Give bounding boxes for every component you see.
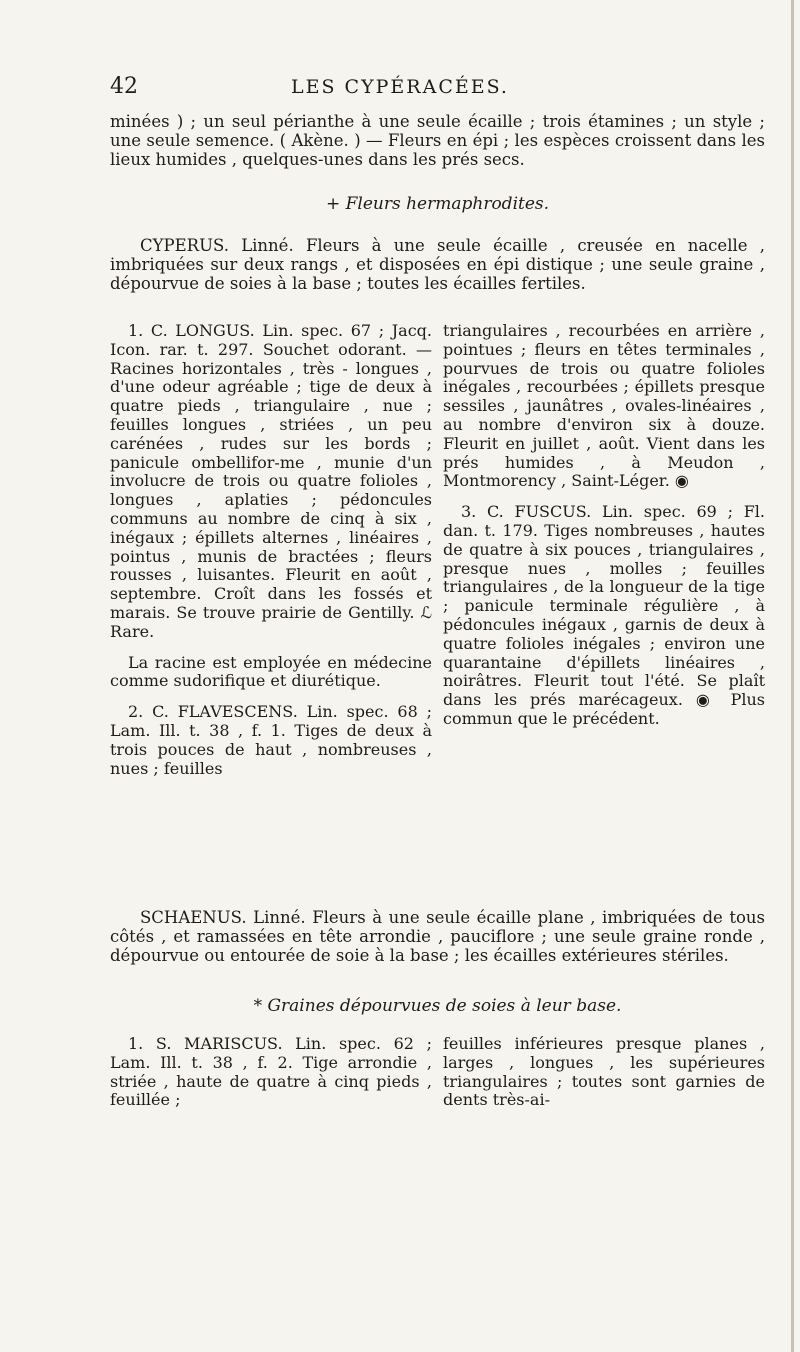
page-header <box>110 74 690 102</box>
species-entry-continued: feuilles inférieures presque planes , larges , longues , les supérieures triangulaires ; toutes sont garnies de dents très-ai- <box>443 1034 765 1110</box>
species-entry: 2. C. FLAVESCENS. Lin. spec. 68 ; Lam. Ill. t. 38 , f. 1. Tiges de deux à trois pouces de haut , nombreuses , nues ; feuilles <box>110 702 432 778</box>
page-edge <box>791 0 794 1352</box>
page-number: 42 <box>110 74 138 99</box>
species-entry-continued: triangulaires , recourbées en arrière , pointues ; fleurs en têtes terminales , pourvues de trois ou quatre folioles inégales , recourbées ; épillets presque sessiles , jaunâtres , ovales-linéaires , au nombre d'environ six à douze. Fleurit en juillet , août. Vient dans les prés humides , à Meudon , Montmorency , Saint-Léger. ◉ <box>443 321 765 491</box>
intro-paragraph: minées ) ; un seul périanthe à une seule écaille ; trois étamines ; un style ; une seule semence. ( Akène. ) — Fleurs en épi ; les espèces croissent dans les lieux humides , quelques-unes dans les prés secs. <box>110 112 765 169</box>
section-heading-no-bristles: * Graines dépourvues de soies à leur base. <box>253 996 622 1016</box>
section-heading-hermaphrodites: + Fleurs hermaphrodites. <box>325 194 550 214</box>
column-right-2 <box>443 1035 765 1122</box>
column-left-2 <box>110 1035 432 1122</box>
species-note: La racine est employée en médecine comme sudorifique et diurétique. <box>110 652 432 691</box>
species-entry: 1. S. MARISCUS. Lin. spec. 62 ; Lam. Ill. t. 38 , f. 2. Tige arrondie , striée , haute de quatre à cinq pieds , feuillée ; <box>110 1034 432 1110</box>
species-entry: 1. C. LONGUS. Lin. spec. 67 ; Jacq. Icon. rar. t. 297. Souchet odorant. — Racines horizontales , très - longues , d'une odeur agréable ; tige de deux à quatre pieds , triangulaire , nue ; feuilles longues , striées , un peu carénées , rudes sur les bords ; panicule ombellifor-me , munie d'un involucre de trois ou quatre folioles , longues , aplaties ; pédoncules communs au nombre de cinq à six , inégaux ; épillets alternes , linéaires , pointus , munis de bractées ; fleurs rousses , luisantes. Fleurit en août , septembre. Croît dans les fossés et marais. Se trouve prairie de Gentilly. ℒ Rare. <box>110 321 432 641</box>
column-right-1 <box>443 322 765 741</box>
genus-cyperus: CYPERUS. Linné. Fleurs à une seule écaille , creusée en nacelle , imbriquées sur deux rangs , et disposées en épi distique ; une seule graine , dépourvue de soies à la base ; toutes les écailles fertiles. <box>110 236 765 293</box>
column-left-1 <box>110 322 432 790</box>
species-entry: 3. C. FUSCUS. Lin. spec. 69 ; Fl. dan. t. 179. Tiges nombreuses , hautes de quatre à six pouces , triangulaires , presque nues , molles ; feuilles triangulaires , de la longueur de la tige ; panicule terminale régulière , à pédoncules inégaux , garnis de deux à quatre folioles inégales ; environ une quarantaine d'épillets linéaires , noirâtres. Fleurit tout l'été. Se plaît dans les prés marécageux. ◉ Plus commun que le précédent. <box>443 502 765 728</box>
running-head: LES CYPÉRACÉES. <box>291 76 509 98</box>
genus-schaenus: SCHAENUS. Linné. Fleurs à une seule écaille plane , imbriquées de tous côtés , et ramassées en tête arrondie , pauciflore ; une seule graine ronde , dépourvue ou entourée de soie à la base ; les écailles extérieures stériles. <box>110 908 765 965</box>
